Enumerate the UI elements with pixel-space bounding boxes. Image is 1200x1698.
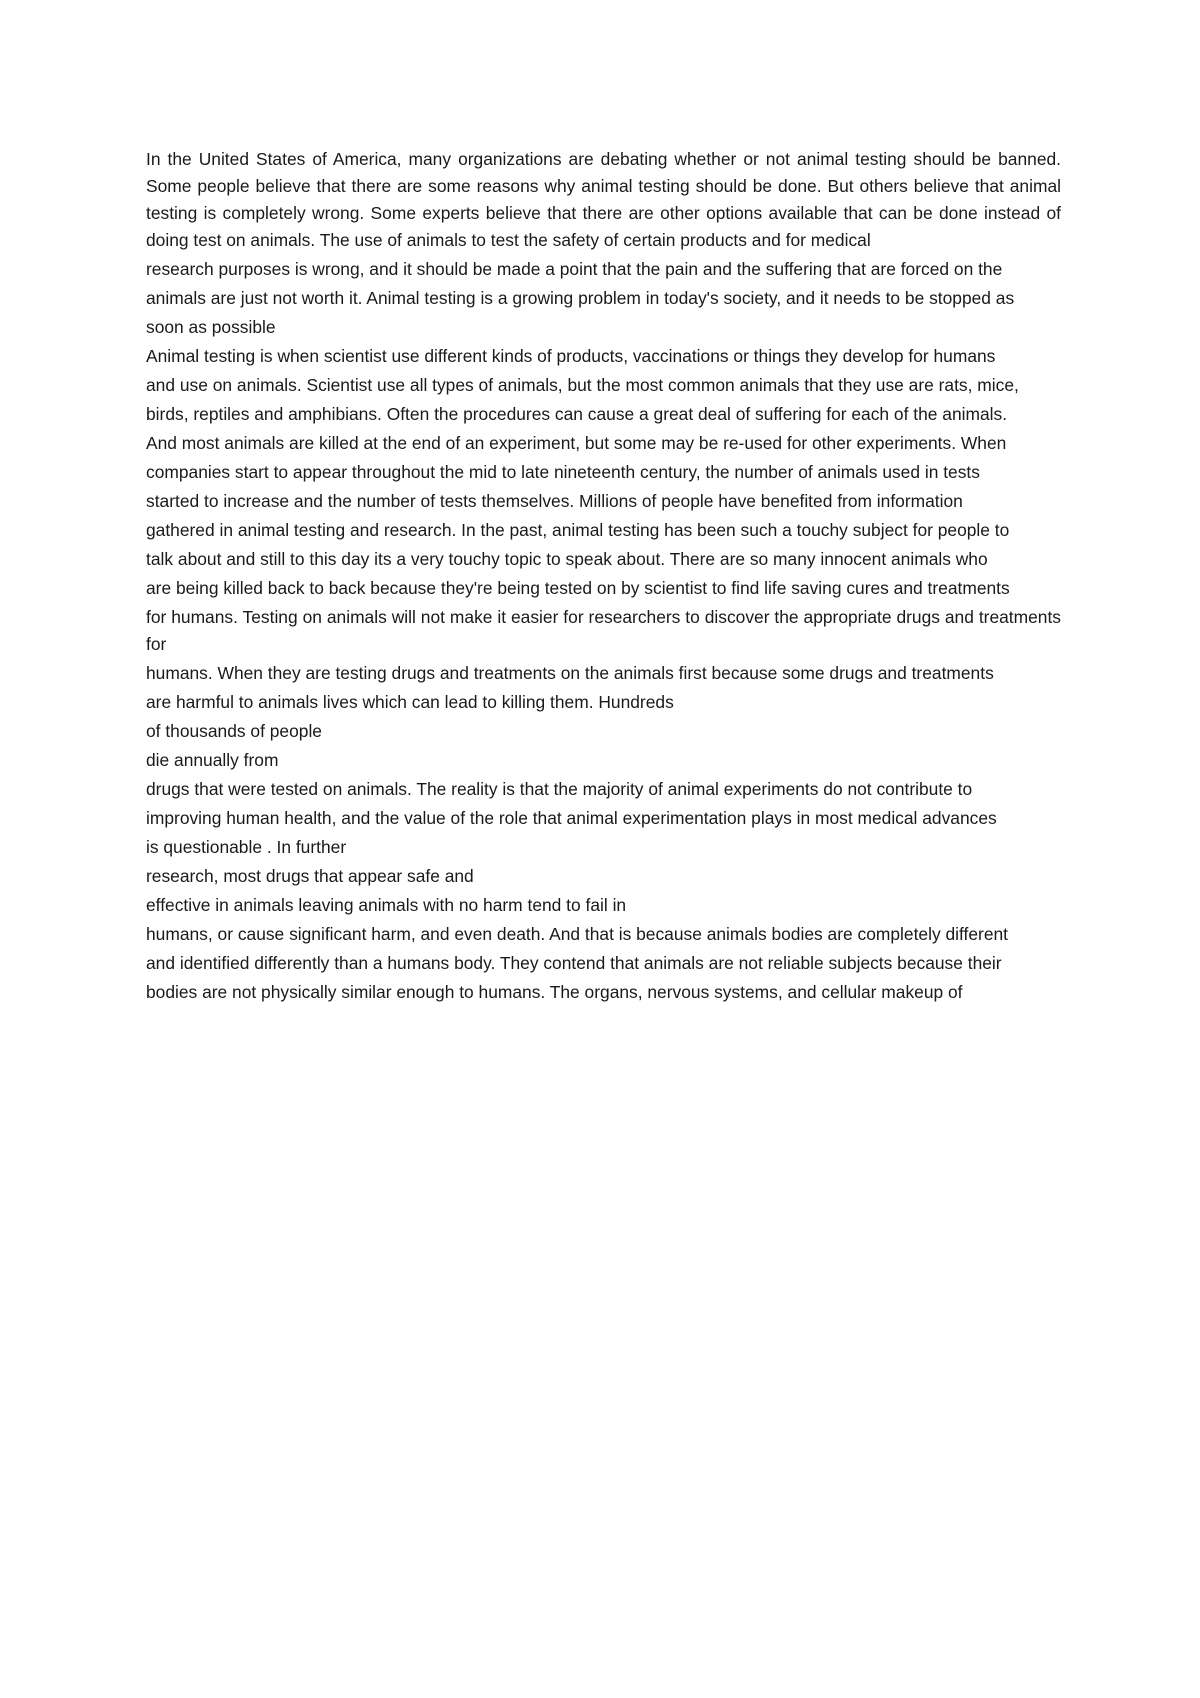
paragraph: humans, or cause significant harm, and even death. And that is because animals bodies are completely different (146, 924, 1008, 944)
paragraph: and identified differently than a humans body. They contend that animals are not reliable subjects because their (146, 953, 1002, 973)
paragraph: is questionable . In further (146, 837, 347, 857)
paragraph: effective in animals leaving animals with no harm tend to fail in (146, 895, 627, 915)
paragraph: die annually from (146, 750, 279, 770)
paragraph: started to increase and the number of tests themselves. Millions of people have benefited from information (146, 491, 963, 511)
paragraph: animals are just not worth it. Animal testing is a growing problem in today's society, and it needs to be stopped as (146, 288, 1015, 308)
paragraph: research, most drugs that appear safe and (146, 866, 474, 886)
paragraph: And most animals are killed at the end of an experiment, but some may be re-used for other experiments. When (146, 433, 1007, 453)
paragraph: Animal testing is when scientist use different kinds of products, vaccinations or things they develop for humans (146, 346, 996, 366)
paragraph: birds, reptiles and amphibians. Often the procedures can cause a great deal of suffering for each of the animals. (146, 404, 1008, 424)
paragraph: improving human health, and the value of the role that animal experimentation plays in most medical advances (146, 808, 997, 828)
paragraph: humans. When they are testing drugs and treatments on the animals first because some drugs and treatments (146, 663, 994, 683)
paragraph: soon as possible (146, 317, 276, 337)
paragraph: In the United States of America, many organizations are debating whether or not animal testing should be banned. Some people believe that there are some reasons why animal testing should be done. But others believe that animal testing is completely wrong. Some experts believe that there are other options available that can be done instead of doing test on animals. The use of animals to test the safety of certain products and for medical (146, 149, 1061, 250)
paragraph: drugs that were tested on animals. The reality is that the majority of animal experiments do not contribute to (146, 779, 973, 799)
document-body (146, 146, 1061, 1008)
paragraph: are harmful to animals lives which can lead to killing them. Hundreds (146, 692, 674, 712)
paragraph: gathered in animal testing and research. In the past, animal testing has been such a touchy subject for people to (146, 520, 1010, 540)
paragraph: are being killed back to back because they're being tested on by scientist to find life saving cures and treatments (146, 578, 1010, 598)
paragraph: and use on animals. Scientist use all types of animals, but the most common animals that they use are rats, mice, (146, 375, 1019, 395)
paragraph: for humans. Testing on animals will not make it easier for researchers to discover the appropriate drugs and treatments for (146, 607, 1061, 654)
paragraph: talk about and still to this day its a very touchy topic to speak about. There are so many innocent animals who (146, 549, 988, 569)
paragraph: of thousands of people (146, 721, 322, 741)
paragraph: bodies are not physically similar enough to humans. The organs, nervous systems, and cellular makeup of (146, 982, 963, 1002)
paragraph: companies start to appear throughout the mid to late nineteenth century, the number of animals used in tests (146, 462, 980, 482)
paragraph: research purposes is wrong, and it should be made a point that the pain and the suffering that are forced on the (146, 259, 1003, 279)
